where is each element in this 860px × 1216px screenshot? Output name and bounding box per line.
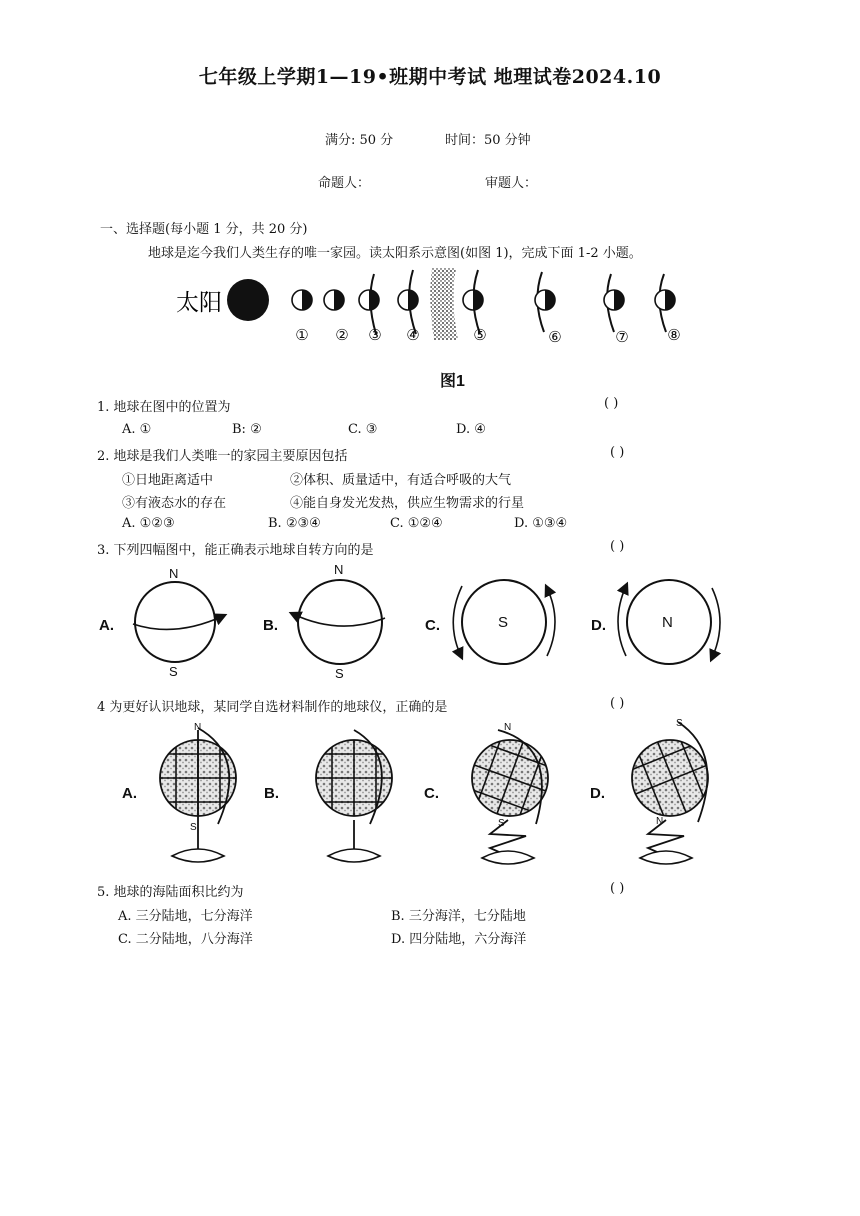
- planet-number-6: ⑥: [548, 329, 562, 346]
- q3-label-c: C.: [425, 617, 440, 634]
- svg-text:S: S: [190, 822, 197, 833]
- planet-3-icon: [359, 290, 379, 310]
- q5-option-d[interactable]: D. 四分陆地，六分海洋: [391, 932, 527, 947]
- planet-7-icon: [604, 290, 624, 310]
- q1-option-b[interactable]: B: ②: [232, 422, 262, 437]
- q5-answer-blank[interactable]: ( ): [610, 881, 625, 896]
- q1-option-c[interactable]: C. ③: [348, 422, 378, 437]
- q4-label-c: C.: [424, 785, 439, 802]
- planet-number-3: ③: [368, 327, 382, 344]
- svg-text:N: N: [504, 722, 512, 733]
- q2-statement-3: ③有液态水的存在: [122, 496, 227, 511]
- q2-option-d[interactable]: D. ①③④: [514, 516, 568, 531]
- q3-globe-b: [298, 580, 382, 664]
- q5-option-c[interactable]: C. 二分陆地，八分海洋: [118, 932, 253, 947]
- q2-stem: 2. 地球是我们人类唯一的家园主要原因包括: [97, 449, 348, 464]
- planet-number-2: ②: [335, 327, 349, 344]
- q3-label-a: A.: [99, 617, 114, 634]
- page-title: 七年级上学期1—19•班期中考试 地理试卷2024.10: [198, 66, 662, 88]
- q3-figures: [95, 560, 735, 684]
- planet-4-icon: [398, 290, 418, 310]
- q4-label-a: A.: [122, 785, 137, 802]
- q2-statement-1: ①日地距离适中: [122, 473, 214, 488]
- planet-number-5: ⑤: [473, 327, 487, 344]
- solar-system-figure: [170, 262, 690, 352]
- q1-stem: 1. 地球在图中的位置为: [97, 400, 231, 415]
- q3-answer-blank[interactable]: ( ): [610, 539, 625, 554]
- reviewer-label: 审题人：: [485, 176, 538, 191]
- q5-stem: 5. 地球的海陆面积比约为: [97, 885, 244, 900]
- q4-label-b: B.: [264, 785, 279, 802]
- q2-answer-blank[interactable]: ( ): [610, 445, 625, 460]
- q1-answer-blank[interactable]: ( ): [604, 396, 619, 411]
- section-intro: 地球是迄今我们人类生存的唯一家园。读太阳系示意图(如图 1)，完成下面 1-2 小题。: [148, 246, 642, 261]
- planet-number-1: ①: [295, 327, 309, 344]
- sun-icon: [227, 279, 269, 321]
- svg-text:S: S: [498, 818, 505, 829]
- planet-1-icon: [292, 290, 312, 310]
- svg-text:N: N: [656, 816, 664, 827]
- q3-a-north: N: [169, 566, 179, 581]
- q2-statement-2: ②体积、质量适中，有适合呼吸的大气: [290, 473, 512, 488]
- q3-label-b: B.: [263, 617, 278, 634]
- q3-globe-a: [135, 582, 215, 662]
- planet-6-icon: [535, 290, 555, 310]
- svg-text:N: N: [194, 722, 202, 733]
- q2-option-c[interactable]: C. ①②④: [390, 516, 443, 531]
- section-heading: 一、选择题(每小题 1 分，共 20 分): [100, 222, 308, 237]
- q2-statement-4: ④能自身发光发热，供应生物需求的行星: [290, 496, 525, 511]
- q3-b-south: S: [335, 666, 344, 681]
- exam-time: 时间：50 分钟: [445, 133, 531, 148]
- planet-number-4: ④: [406, 327, 420, 344]
- q3-d-pole: N: [662, 614, 673, 631]
- q4-globe-a: [158, 722, 238, 862]
- q1-option-a[interactable]: A. ①: [122, 422, 152, 437]
- planet-number-7: ⑦: [615, 329, 629, 346]
- q4-label-d: D.: [590, 785, 605, 802]
- asteroid-belt: [430, 268, 458, 340]
- q4-globe-d: [615, 718, 726, 864]
- figure-1-caption: 图1: [440, 373, 465, 390]
- planet-number-8: ⑧: [667, 327, 681, 344]
- planet-5-icon: [463, 290, 483, 310]
- planet-2-icon: [324, 290, 344, 310]
- sun-label: 太阳: [176, 289, 222, 315]
- q2-option-b[interactable]: B. ②③④: [268, 516, 321, 531]
- q3-label-d: D.: [591, 617, 606, 634]
- q1-option-d[interactable]: D. ④: [456, 422, 486, 437]
- q4-figures: [118, 716, 728, 874]
- q5-option-b[interactable]: B. 三分海洋，七分陆地: [391, 909, 526, 924]
- q4-globe-c: [455, 722, 564, 864]
- q4-answer-blank[interactable]: ( ): [610, 696, 625, 711]
- q2-option-a[interactable]: A. ①②③: [122, 516, 175, 531]
- q5-option-a[interactable]: A. 三分陆地，七分海洋: [118, 909, 253, 924]
- q3-c-pole: S: [498, 614, 509, 631]
- q3-a-south: S: [169, 664, 178, 679]
- q3-stem: 3. 下列四幅图中，能正确表示地球自转方向的是: [97, 543, 374, 558]
- q3-b-north: N: [334, 562, 344, 577]
- planet-8-icon: [655, 290, 675, 310]
- full-score: 满分: 50 分: [325, 133, 394, 148]
- setter-label: 命题人：: [318, 176, 371, 191]
- svg-text:S: S: [676, 718, 683, 729]
- q4-globe-b: [314, 730, 394, 862]
- q4-stem: 4 为更好认识地球，某同学自选材料制作的地球仪，正确的是: [97, 700, 448, 715]
